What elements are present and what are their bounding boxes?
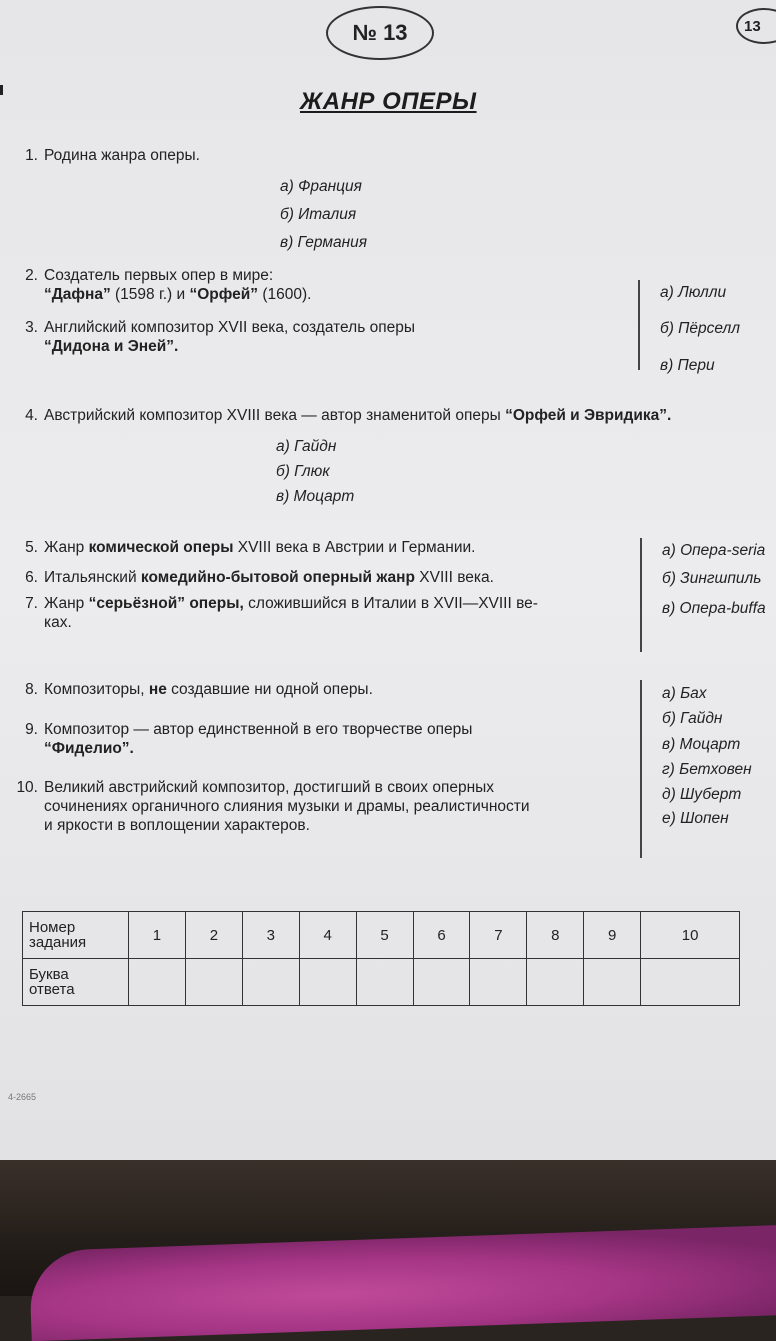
table-cell: 10 bbox=[641, 912, 740, 959]
answer-cell[interactable] bbox=[584, 959, 641, 1006]
question-7: 7. Жанр “серьёзной” оперы, сложившийся в Италии в XVII—XVIII ве- ках. bbox=[14, 594, 538, 632]
table-cell: 6 bbox=[413, 912, 470, 959]
q1-option-c: в) Германия bbox=[280, 234, 368, 251]
options-divider bbox=[640, 680, 642, 858]
table-cell: 2 bbox=[185, 912, 242, 959]
question-number: 4. bbox=[25, 407, 38, 424]
g3-option-e: д) Шуберт bbox=[662, 786, 742, 803]
table-cell: 8 bbox=[527, 912, 584, 959]
question-6: 6. Итальянский комедийно-бытовой оперный жанр XVIII века. bbox=[14, 568, 494, 587]
options-divider bbox=[640, 538, 642, 652]
q4-option-a: а) Гайдн bbox=[276, 438, 337, 455]
options-divider bbox=[638, 280, 640, 370]
g3-option-f: е) Шопен bbox=[662, 810, 729, 827]
table-cell: 3 bbox=[242, 912, 299, 959]
g1-option-a: а) Люлли bbox=[660, 284, 727, 301]
question-5: 5. Жанр комической оперы XVIII века в Австрии и Германии. bbox=[14, 538, 475, 557]
table-cell: 7 bbox=[470, 912, 527, 959]
question-4: 4. Австрийский композитор XVIII века — автор знаменитой оперы “Орфей и Эвридика”. bbox=[14, 406, 671, 425]
answer-cell[interactable] bbox=[185, 959, 242, 1006]
g2-option-c: в) Опера-buffa bbox=[662, 600, 766, 617]
question-text: Австрийский композитор XVIII века — автор знаменитой оперы bbox=[44, 407, 506, 424]
edge-mark bbox=[0, 85, 3, 95]
question-number: 2. bbox=[25, 267, 38, 284]
question-text: Английский композитор XVII века, создатель оперы bbox=[44, 319, 415, 336]
q1-option-b: б) Италия bbox=[280, 206, 357, 223]
question-text: Родина жанра оперы. bbox=[44, 147, 200, 164]
row-header: Номер задания bbox=[23, 912, 129, 959]
question-text: Композитор — автор единственной в его творчестве оперы bbox=[44, 721, 473, 738]
q1-option-a: а) Франция bbox=[280, 178, 362, 195]
answer-cell[interactable] bbox=[470, 959, 527, 1006]
question-9: 9. Композитор — автор единственной в его творчестве оперы “Фиделио”. bbox=[14, 720, 472, 758]
table-row-answers bbox=[23, 959, 740, 1006]
question-number: 7. bbox=[25, 595, 38, 612]
worksheet-number-badge: № 13 bbox=[326, 6, 434, 60]
question-text: Создатель первых опер в мире: bbox=[44, 267, 274, 284]
question-number: 5. bbox=[25, 539, 38, 556]
answer-cell[interactable] bbox=[242, 959, 299, 1006]
answer-cell[interactable] bbox=[641, 959, 740, 1006]
print-code: 4-2665 bbox=[8, 1092, 37, 1102]
answer-table bbox=[22, 911, 740, 1006]
q4-option-c: в) Моцарт bbox=[276, 488, 355, 505]
table-cell: 9 bbox=[584, 912, 641, 959]
question-number: 9. bbox=[25, 721, 38, 738]
answer-cell[interactable] bbox=[413, 959, 470, 1006]
table-cell: 4 bbox=[299, 912, 356, 959]
question-number: 3. bbox=[25, 319, 38, 336]
question-8: 8. Композиторы, не создавшие ни одной оперы. bbox=[14, 680, 373, 699]
g1-option-b: б) Пёрселл bbox=[660, 320, 740, 337]
g1-option-c: в) Пери bbox=[660, 357, 715, 374]
question-number: 6. bbox=[25, 569, 38, 586]
question-number: 8. bbox=[25, 681, 38, 698]
g2-option-a: а) Опера-seria bbox=[662, 542, 766, 559]
answer-cell[interactable] bbox=[129, 959, 186, 1006]
question-3: 3. Английский композитор XVII века, создатель оперы “Дидона и Эней”. bbox=[14, 318, 415, 356]
g3-option-d: г) Бетховен bbox=[662, 761, 752, 778]
question-number: 10. bbox=[16, 779, 38, 796]
table-row-task-numbers bbox=[23, 912, 740, 959]
q4-option-b: б) Глюк bbox=[276, 463, 330, 480]
g3-option-a: а) Бах bbox=[662, 685, 707, 702]
question-number: 1. bbox=[25, 147, 38, 164]
g3-option-b: б) Гайдн bbox=[662, 710, 723, 727]
row-header: Буква ответа bbox=[23, 959, 129, 1006]
answer-cell[interactable] bbox=[299, 959, 356, 1006]
table-cell: 1 bbox=[129, 912, 186, 959]
g2-option-b: б) Зингшпиль bbox=[662, 570, 762, 587]
question-2: 2. Создатель первых опер в мире: “Дафна” (1598 г.) и “Орфей” (1600). bbox=[14, 266, 311, 304]
question-10: 10. Великий австрийский композитор, достигший в своих оперных сочинениях органичного слияния музыки и драмы, реалистичности и яркости в воплощении характеров. bbox=[14, 778, 530, 835]
page-title: ЖАНР ОПЕРЫ bbox=[300, 88, 477, 115]
answer-cell[interactable] bbox=[356, 959, 413, 1006]
g3-option-c: в) Моцарт bbox=[662, 736, 741, 753]
answer-cell[interactable] bbox=[527, 959, 584, 1006]
table-cell: 5 bbox=[356, 912, 413, 959]
question-1 bbox=[14, 146, 200, 165]
page-number: 13 bbox=[736, 8, 776, 44]
